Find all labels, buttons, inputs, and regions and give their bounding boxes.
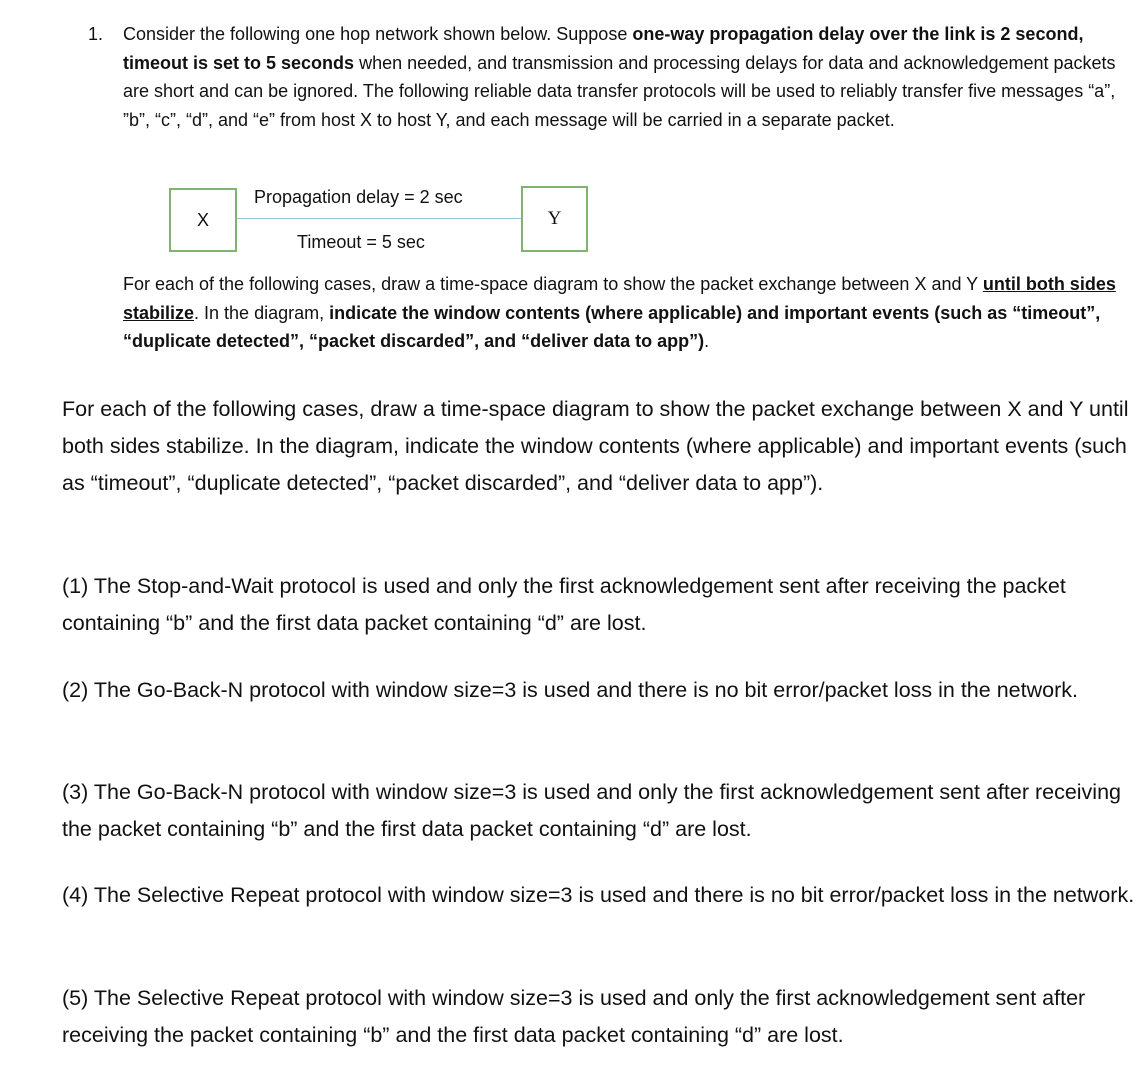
case-5-paragraph: (5) The Selective Repeat protocol with window size=3 is used and only the first acknowledgement sent after receiving the packet containing “b” and the first data packet containing “d” are lost. [62,986,1086,1047]
host-y-box [521,186,588,252]
instr-text-2: . In the diagram, [194,302,330,323]
main-intro-paragraph: For each of the following cases, draw a time-space diagram to show the packet exchange between X and Y until both sides stabilize. In the diagram, indicate the window contents (where applicable) and important events (such as “timeout”, “duplicate detected”, “packet discarded”, and “deliver data to app”). [62,397,1129,495]
timeout-label: Timeout = 5 sec [297,232,425,252]
case-3-paragraph: (3) The Go-Back-N protocol with window size=3 is used and only the first acknowledgement sent after receiving the packet containing “b” and the first data packet containing “d” are lost. [62,780,1121,841]
propagation-delay-label: Propagation delay = 2 sec [254,187,463,207]
case-1-paragraph: (1) The Stop-and-Wait protocol is used and only the first acknowledgement sent after receiving the packet containing “b” and the first data packet containing “d” are lost. [62,574,1066,635]
question-intro [123,20,1123,134]
question-number: 1. [88,24,104,44]
intro-bold-delay: one-way propagation delay over the link is 2 second, timeout is set to 5 seconds [123,24,1084,73]
instr-text-3: . [704,331,710,351]
network-link [237,218,521,219]
case-4-paragraph: (4) The Selective Repeat protocol with window size=3 is used and there is no bit error/packet loss in the network. [62,883,1135,907]
instr-bold: indicate the window contents (where applicable) and important events (such as “timeout”, “duplicate detected”, “packet discarded”, and “deliver data to app”) [123,302,1101,351]
host-y-label: Y [547,208,562,229]
instr-underlined: until both sides stabilize [123,274,1116,323]
host-x-box [169,188,237,252]
diagram-instructions [123,270,1123,356]
intro-text-1: Consider the following one hop network shown below. Suppose [123,24,633,44]
case-2-paragraph: (2) The Go-Back-N protocol with window size=3 is used and there is no bit error/packet loss in the network. [62,678,1078,702]
host-x-label: X [196,209,209,230]
intro-text-2: when needed, and transmission and processing delays for data and acknowledgement packets are short and can be ignored. The following reliable data transfer protocols will be used to reliably transfer five messages “a”, ”b”, “c”, “d”, and “e” from host X to host Y, and each message will be carried in a separate packet. [123,52,1116,130]
instr-text-1: For each of the following cases, draw a time-space diagram to show the packet exchange between X and Y [123,274,983,294]
